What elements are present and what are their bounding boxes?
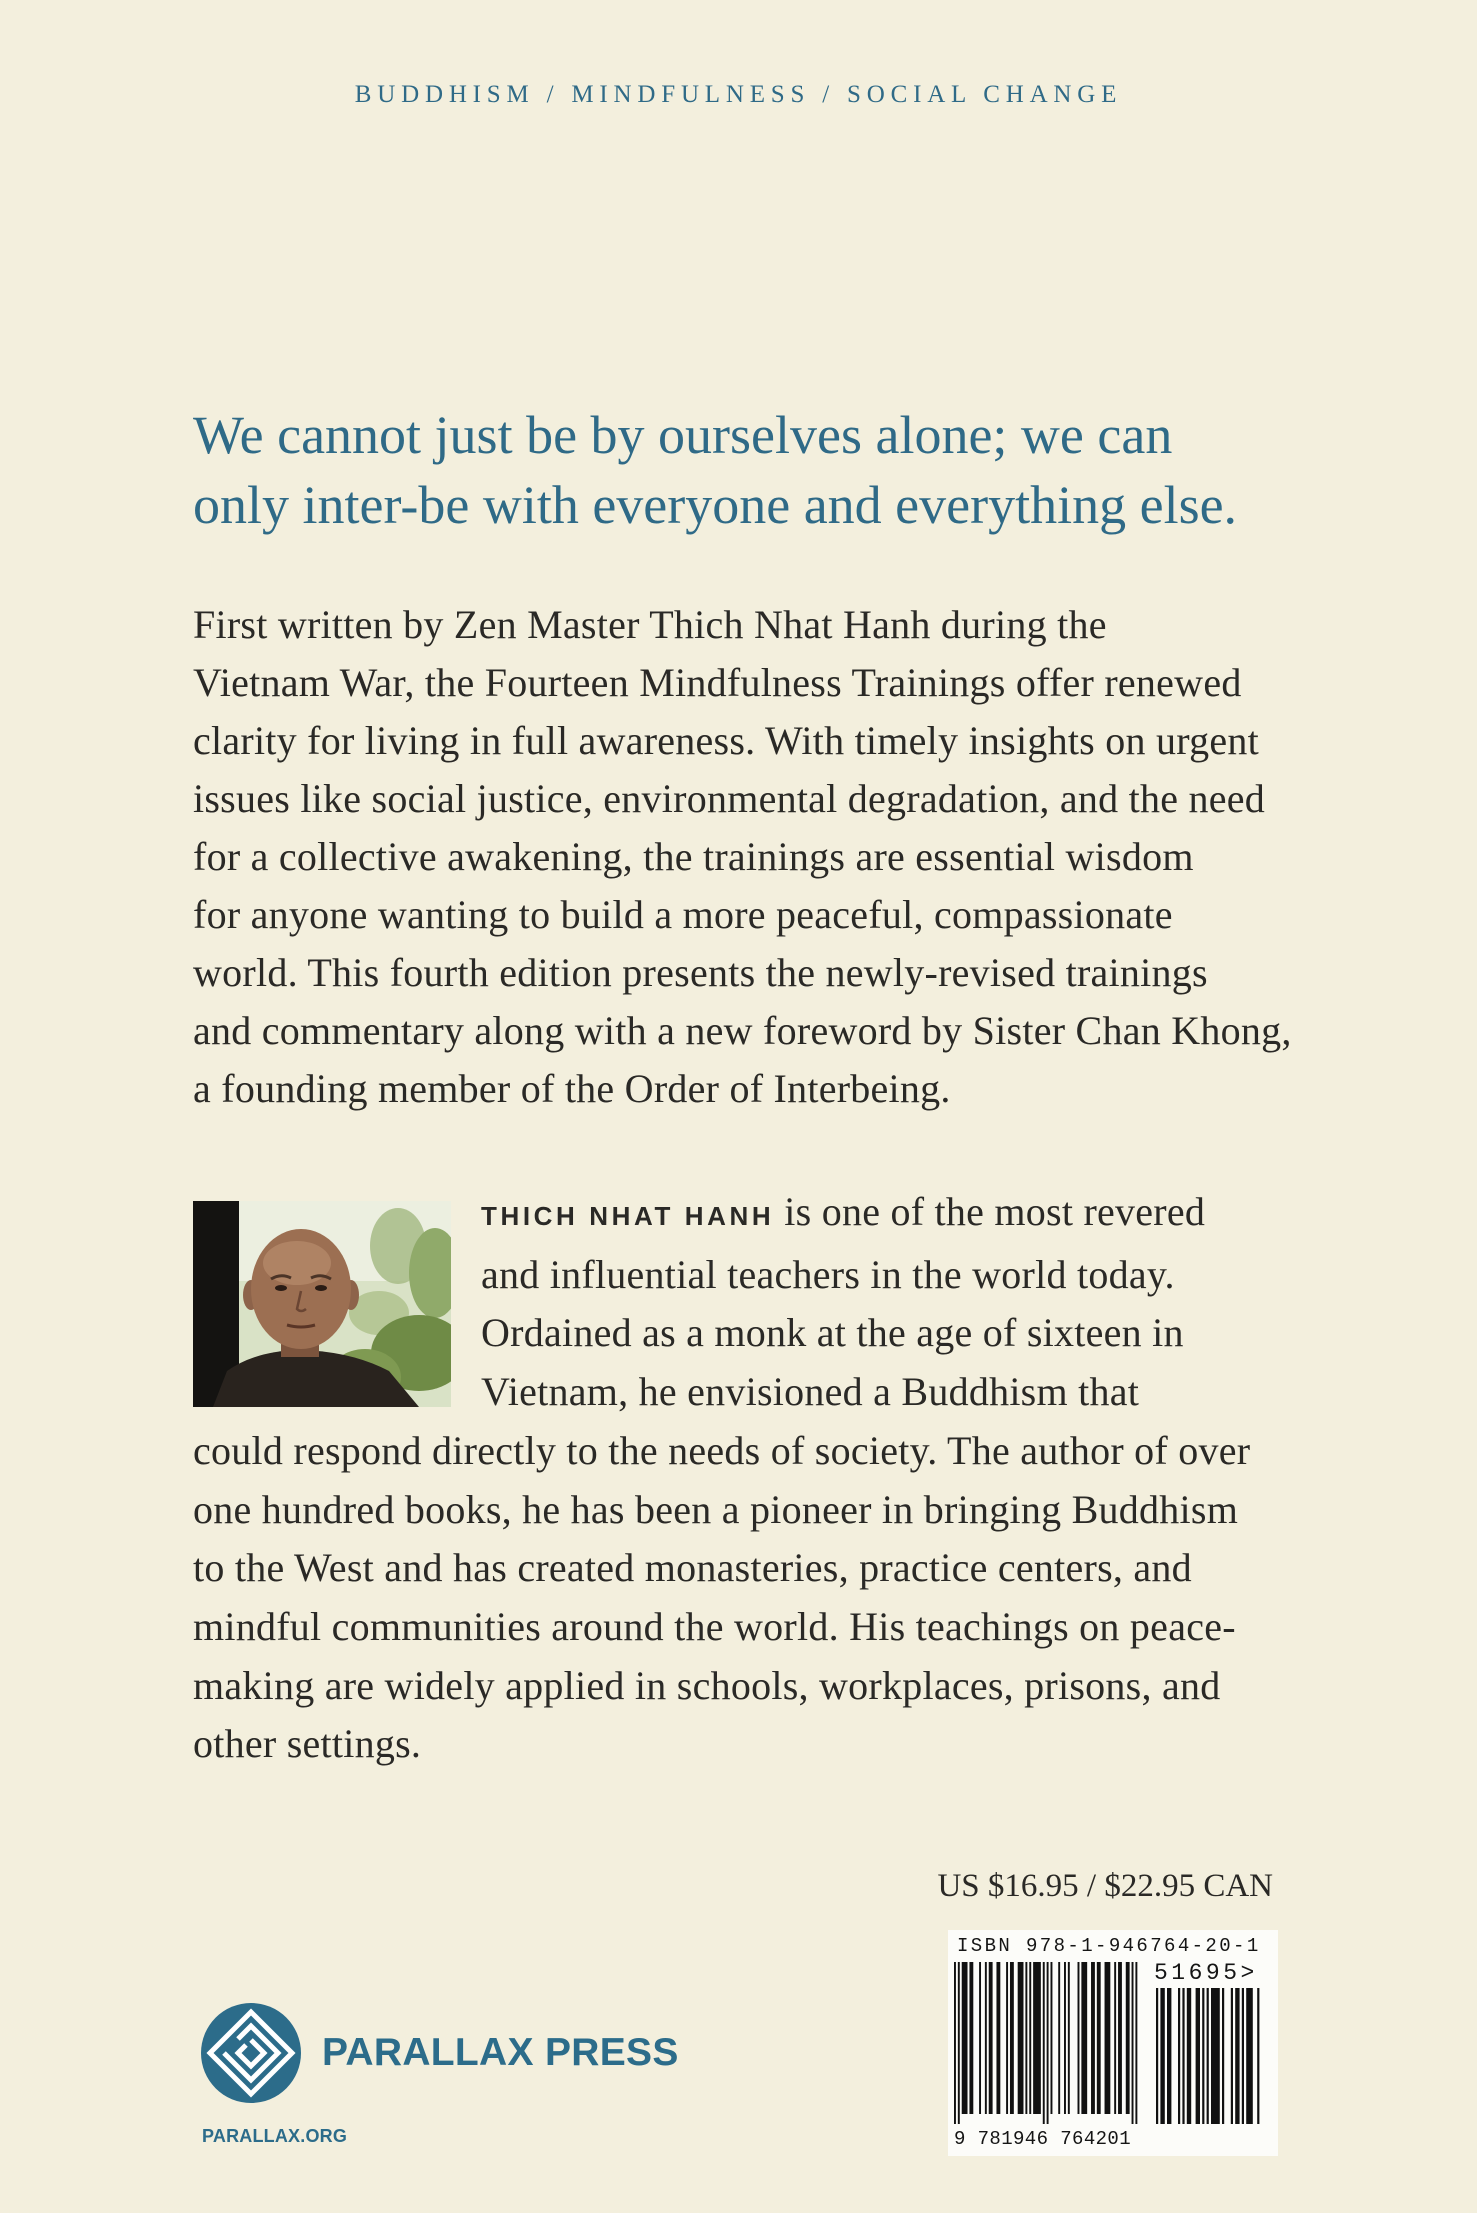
addon-barcode-bar xyxy=(1160,1988,1164,2124)
main-barcode-bar xyxy=(1118,1962,1122,2114)
main-barcode-bar xyxy=(1018,1962,1024,2114)
price-label: US $16.95 / $22.95 CAN xyxy=(937,1868,1273,1904)
main-barcode-bar xyxy=(1105,1962,1111,2114)
description-line: for a collective awakening, the trainings are essential wisdom xyxy=(193,834,1194,879)
description-line: a founding member of the Order of Interbeing. xyxy=(193,1066,951,1111)
quote-line: only inter-be with everyone and everything else. xyxy=(193,475,1238,535)
addon-barcode-bar xyxy=(1257,1988,1259,2124)
logo-circle xyxy=(201,2003,301,2103)
main-barcode-bar xyxy=(1114,1962,1116,2114)
description-line: issues like social justice, environmental degradation, and the need xyxy=(193,776,1265,821)
bio-line: one hundred books, he has been a pioneer in bringing Buddhism xyxy=(193,1486,1239,1532)
price-code: 51695> xyxy=(1154,1960,1258,1986)
main-barcode-bar xyxy=(954,1962,956,2124)
isbn-number: ISBN 978-1-946764-20-1 xyxy=(957,1935,1261,1957)
addon-barcode-bar xyxy=(1178,1988,1180,2124)
addon-barcode-bar xyxy=(1231,1988,1233,2124)
main-barcode-bar xyxy=(969,1962,973,2114)
bio-line: Ordained as a monk at the age of sixteen in xyxy=(481,1310,1184,1356)
author-name: THICH NHAT HANH xyxy=(481,1201,775,1231)
main-barcode-bar xyxy=(1051,1962,1053,2114)
bio-line: and influential teachers in the world today. xyxy=(481,1251,1175,1297)
main-barcode-bar xyxy=(1091,1962,1095,2114)
main-barcode-bar xyxy=(1064,1962,1066,2114)
addon-barcode-bar xyxy=(1246,1988,1253,2124)
barcode-digits: 9 781946 764201 xyxy=(954,2128,1132,2150)
addon-barcode-bar xyxy=(1187,1988,1191,2124)
main-barcode-bar xyxy=(1010,1962,1014,2114)
main-barcode-bar xyxy=(1097,1962,1101,2114)
description-line: Vietnam War, the Fourteen Mindfulness Trainings offer renewed xyxy=(193,660,1242,705)
main-barcode-bar xyxy=(958,1962,960,2124)
addon-barcode-bar xyxy=(1156,1988,1158,2124)
main-barcode-bar xyxy=(1068,1962,1070,2114)
main-barcode-bar xyxy=(1078,1962,1080,2114)
quote-line: We cannot just be by ourselves alone; we can xyxy=(193,405,1173,465)
main-barcode-bar xyxy=(1081,1962,1087,2114)
main-barcode-bar xyxy=(979,1962,981,2114)
bio-line: could respond directly to the needs of society. The author of over xyxy=(193,1427,1251,1473)
addon-barcode-bar xyxy=(1182,1988,1184,2124)
parallax-press-logo-icon xyxy=(196,1998,306,2108)
main-barcode-bar xyxy=(1006,1962,1008,2114)
main-barcode-bar xyxy=(989,1962,993,2114)
bio-line: to the West and has created monasteries, practice centers, and xyxy=(193,1545,1192,1591)
bio-line: Vietnam, he envisioned a Buddhism that xyxy=(481,1369,1140,1415)
addon-barcode-bar xyxy=(1211,1988,1220,2124)
bio-line: other settings. xyxy=(193,1721,422,1767)
main-barcode-bar xyxy=(1135,1962,1137,2124)
main-barcode-bar xyxy=(962,1962,968,2114)
addon-barcode-bar xyxy=(1235,1988,1239,2124)
main-barcode-bar xyxy=(1058,1962,1060,2114)
main-barcode-bar xyxy=(1126,1962,1130,2114)
addon-barcode-bar xyxy=(1207,1988,1209,2124)
description-line: world. This fourth edition presents the newly-revised trainings xyxy=(193,950,1208,995)
bio-line: making are widely applied in schools, workplaces, prisons, and xyxy=(193,1662,1221,1708)
main-barcode-bar xyxy=(1033,1962,1041,2114)
addon-barcode-bar xyxy=(1242,1988,1244,2124)
main-barcode-bar xyxy=(985,1962,987,2114)
bio-text: is one of the most revered xyxy=(784,1189,1206,1234)
description-line: First written by Zen Master Thich Nhat Hanh during the xyxy=(193,602,1107,647)
description-line: for anyone wanting to build a more peaceful, compassionate xyxy=(193,892,1173,937)
isbn-barcode xyxy=(948,1930,1278,2156)
publisher-name: PARALLAX PRESS xyxy=(322,2031,679,2074)
addon-barcode-bar xyxy=(1202,1988,1204,2124)
addon-barcode-bar xyxy=(1196,1988,1200,2124)
main-barcode-bar xyxy=(1025,1962,1027,2114)
main-barcode-bar xyxy=(1029,1962,1031,2114)
bio-line xyxy=(193,1183,1250,1246)
category-line: BUDDHISM / MINDFULNESS / SOCIAL CHANGE xyxy=(354,81,1123,108)
main-barcode-bar xyxy=(1043,1962,1045,2124)
addon-barcode-bar xyxy=(1167,1988,1171,2124)
author-bio xyxy=(193,1183,1250,1774)
main-barcode-bar xyxy=(1132,1962,1134,2124)
main-barcode-bar xyxy=(996,1962,1000,2114)
description-line: clarity for living in full awareness. With timely insights on urgent xyxy=(193,718,1259,763)
pull-quote xyxy=(193,400,1237,540)
addon-barcode-bar xyxy=(1222,1988,1224,2124)
publisher-website: PARALLAX.ORG xyxy=(202,2126,348,2146)
bio-line: mindful communities around the world. His teachings on peace- xyxy=(193,1603,1236,1649)
description-line: and commentary along with a new foreword by Sister Chan Khong, xyxy=(193,1008,1292,1053)
main-barcode-bar xyxy=(1047,1962,1049,2124)
book-description xyxy=(193,596,1292,1118)
